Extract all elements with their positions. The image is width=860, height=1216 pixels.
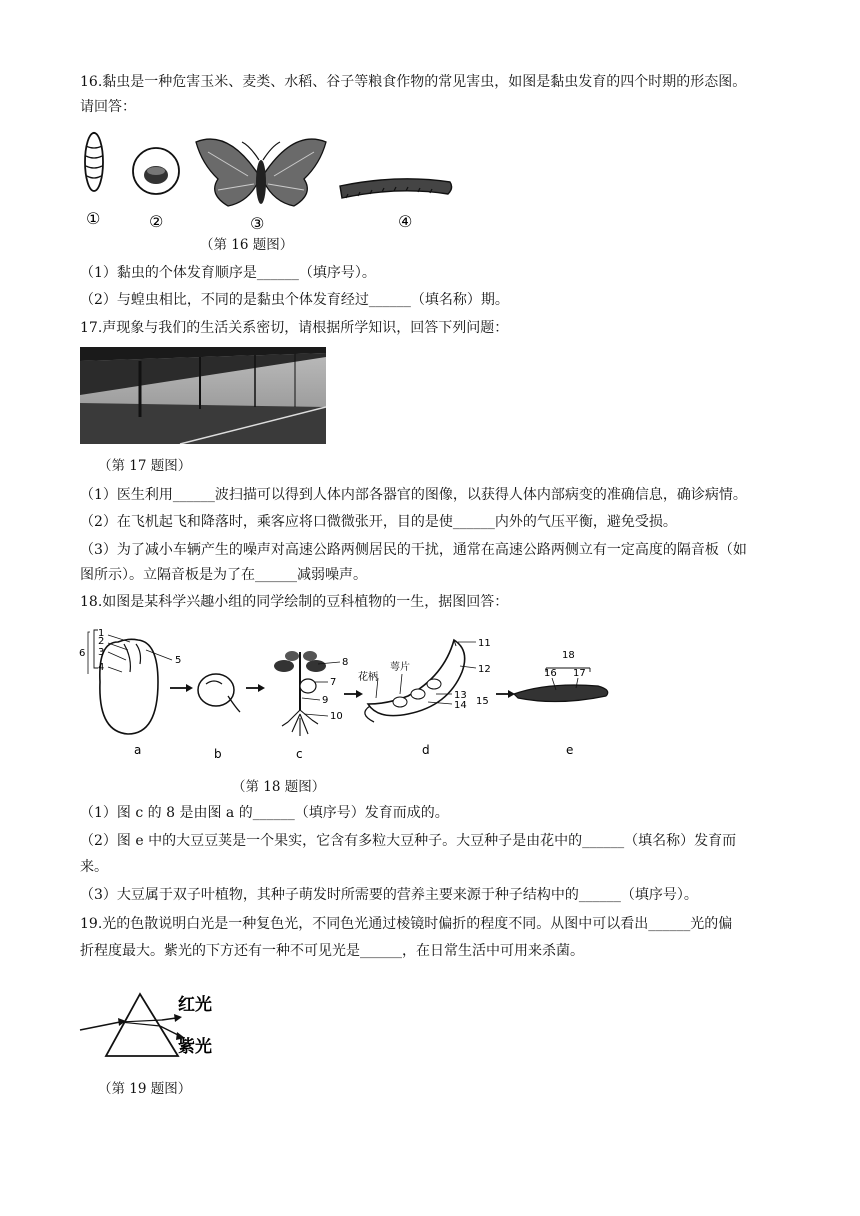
label-13: 13 (454, 690, 467, 701)
label-14: 14 (454, 700, 467, 711)
label-8: 8 (342, 657, 349, 668)
q16-sub2: （2）与蝗虫相比，不同的是黏虫个体发育经过______（填名称）期。 (80, 292, 509, 308)
arrow-c-d (344, 690, 363, 698)
q17-sub3-line2: 图所示）。立隔音板是为了在______减弱噪声。 (80, 567, 367, 583)
egg-image (133, 148, 179, 194)
bean-pod-e (514, 668, 608, 702)
label-6: 6 (79, 648, 86, 659)
fig-label-3: ③ (250, 214, 265, 233)
label-7: 7 (330, 677, 337, 688)
q18-sub2-line2: 来。 (80, 859, 108, 875)
label-huabing: 花柄 (358, 672, 378, 683)
q19-stem-line1: 19.光的色散说明白光是一种复色光，不同色光通过棱镜时偏折的程度不同。从图中可以看出______光的偏 (80, 916, 733, 932)
label-15: 15 (476, 696, 489, 707)
label-3: 3 (98, 647, 105, 658)
fig-label-4: ④ (398, 212, 413, 231)
label-5: 5 (175, 655, 182, 666)
label-17: 17 (573, 668, 586, 679)
q16-stem-line1: 16.黏虫是一种危害玉米、麦类、水稻、谷子等粮食作物的常见害虫，如图是黏虫发育的四个时期的形态图。 (80, 74, 747, 90)
q19-stem-line2: 折程度最大。紫光的下方还有一种不可见光是______，在日常生活中可用来杀菌。 (80, 943, 584, 959)
label-11: 11 (478, 638, 491, 649)
incident-ray (80, 1022, 120, 1030)
q19-prism-figure (78, 990, 228, 1064)
q17-photo-sound-barrier (80, 347, 326, 444)
q16-sub1: （1）黏虫的个体发育顺序是______（填序号）。 (80, 265, 376, 281)
q17-sub1: （1）医生利用______波扫描可以得到人体内部各器官的图像，以获得人体内部病变的准确信息，确诊病情。 (80, 487, 747, 503)
q18-sub2-line1: （2）图 e 中的大豆豆荚是一个果实，它含有多粒大豆种子。大豆种子是由花中的______（填名称）发育而 (80, 833, 737, 849)
label-12: 12 (478, 664, 491, 675)
seedling-c (274, 651, 340, 736)
q17-sub3-line1: （3）为了减小车辆产生的噪声对高速公路两侧居民的干扰，通常在高速公路两侧立有一定高度的隔音板（如 (80, 542, 747, 558)
q18-caption: （第 18 题图） (232, 779, 326, 795)
prism-shape (106, 994, 178, 1056)
pupa-image (85, 133, 103, 192)
red-light-label: 红光 (178, 995, 212, 1015)
q17-caption: （第 17 题图） (98, 458, 192, 474)
q18-sub3: （3）大豆属于双子叶植物，其种子萌发时所需要的营养主要来源于种子结构中的______（填序号）。 (80, 887, 698, 903)
red-ray (162, 1018, 176, 1020)
q19-caption: （第 19 题图） (98, 1081, 192, 1097)
germinating-seed-b (198, 674, 240, 712)
fig-label-2: ② (149, 212, 164, 231)
label-1: 1 (98, 628, 105, 639)
label-2: 2 (98, 636, 105, 647)
q17-sub2: （2）在飞机起飞和降落时，乘客应将口微微张开，目的是使______内外的气压平衡，避免受损。 (80, 514, 677, 530)
purple-light-label: 紫光 (178, 1037, 212, 1057)
arrow-b-c (246, 684, 265, 692)
label-18: 18 (562, 650, 575, 661)
label-eping: 萼片 (390, 662, 410, 673)
larva-image (340, 179, 452, 198)
q18-stem: 18.如图是某科学兴趣小组的同学绘制的豆科植物的一生，据图回答： (80, 594, 509, 610)
moth-image (196, 139, 326, 206)
label-16: 16 (544, 668, 557, 679)
label-b: b (214, 747, 222, 761)
q16-figure (78, 124, 468, 236)
label-e: e (566, 743, 574, 757)
label-d: d (422, 743, 430, 757)
q18-figure-bean-life-cycle (78, 622, 618, 762)
label-a: a (134, 743, 142, 757)
label-4: 4 (98, 662, 105, 673)
q17-stem: 17.声现象与我们的生活关系密切，请根据所学知识，回答下列问题： (80, 320, 509, 336)
arrow-a-b (170, 684, 193, 692)
fig-label-1: ① (86, 209, 101, 228)
q16-stem-line2: 请回答： (80, 99, 136, 115)
label-c: c (296, 747, 303, 761)
label-9: 9 (322, 695, 329, 706)
q16-caption: （第 16 题图） (200, 237, 294, 253)
arrow-d-e (496, 690, 515, 698)
label-10: 10 (330, 711, 343, 722)
q18-sub1: （1）图 c 的 8 是由图 a 的______（填序号）发育而成的。 (80, 805, 449, 821)
